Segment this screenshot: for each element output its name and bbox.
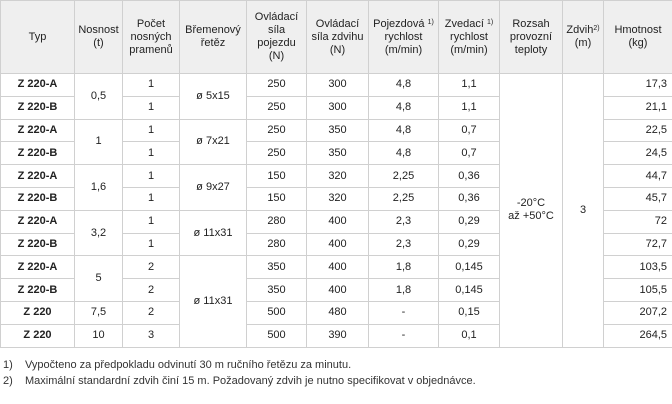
cell-typ: Z 220 bbox=[1, 301, 75, 324]
cell-sila-pojezdu: 500 bbox=[247, 301, 307, 324]
cell-typ: Z 220-B bbox=[1, 96, 75, 119]
cell-sila-pojezdu: 350 bbox=[247, 256, 307, 279]
cell-sila-zdvihu: 350 bbox=[307, 119, 369, 142]
header-sila-pojezdu: Ovládací síla pojezdu (N) bbox=[247, 1, 307, 74]
cell-sila-pojezdu: 150 bbox=[247, 187, 307, 210]
cell-pojezdova-rychlost: 4,8 bbox=[369, 96, 439, 119]
cell-pramenu: 2 bbox=[123, 301, 180, 324]
cell-pramenu: 1 bbox=[123, 119, 180, 142]
cell-zvedaci-rychlost: 0,15 bbox=[439, 301, 500, 324]
cell-pramenu: 2 bbox=[123, 279, 180, 302]
cell-sila-zdvihu: 400 bbox=[307, 210, 369, 233]
cell-zvedaci-rychlost: 0,36 bbox=[439, 187, 500, 210]
cell-hmotnost: 22,5 bbox=[604, 119, 672, 142]
cell-sila-pojezdu: 250 bbox=[247, 119, 307, 142]
cell-hmotnost: 17,3 bbox=[604, 74, 672, 97]
cell-nosnost: 7,5 bbox=[75, 301, 123, 324]
cell-hmotnost: 264,5 bbox=[604, 324, 672, 347]
cell-zvedaci-rychlost: 0,1 bbox=[439, 324, 500, 347]
header-sila-zdvihu: Ovládací síla zdvihu (N) bbox=[307, 1, 369, 74]
cell-pojezdova-rychlost: - bbox=[369, 301, 439, 324]
cell-zvedaci-rychlost: 0,7 bbox=[439, 119, 500, 142]
cell-hmotnost: 24,5 bbox=[604, 142, 672, 165]
footnote-text: Maximální standardní zdvih činí 15 m. Požadovaný zdvih je nutno specifikovat v objednávce. bbox=[25, 374, 476, 387]
header-typ: Typ bbox=[1, 1, 75, 74]
cell-pojezdova-rychlost: 2,25 bbox=[369, 187, 439, 210]
cell-zvedaci-rychlost: 0,145 bbox=[439, 279, 500, 302]
footnotes bbox=[0, 357, 672, 389]
cell-typ: Z 220-A bbox=[1, 74, 75, 97]
cell-pojezdova-rychlost: 2,3 bbox=[369, 210, 439, 233]
header-hmotnost: Hmotnost (kg) bbox=[604, 1, 672, 74]
cell-pojezdova-rychlost: 1,8 bbox=[369, 279, 439, 302]
cell-hmotnost: 72,7 bbox=[604, 233, 672, 256]
cell-zvedaci-rychlost: 1,1 bbox=[439, 74, 500, 97]
cell-sila-zdvihu: 390 bbox=[307, 324, 369, 347]
cell-sila-pojezdu: 280 bbox=[247, 233, 307, 256]
cell-sila-zdvihu: 400 bbox=[307, 233, 369, 256]
cell-nosnost: 5 bbox=[75, 256, 123, 302]
header-pojezdova-rychlost: Pojezdová $^{1)}$ rychlost (m/min) bbox=[369, 1, 439, 74]
cell-retez: ø 9x27 bbox=[180, 165, 247, 211]
cell-zdvih: 3 bbox=[563, 74, 604, 348]
cell-typ: Z 220-B bbox=[1, 233, 75, 256]
cell-pojezdova-rychlost: 2,25 bbox=[369, 165, 439, 188]
cell-pramenu: 1 bbox=[123, 142, 180, 165]
cell-pramenu: 1 bbox=[123, 96, 180, 119]
cell-hmotnost: 21,1 bbox=[604, 96, 672, 119]
cell-zvedaci-rychlost: 0,7 bbox=[439, 142, 500, 165]
cell-typ: Z 220-B bbox=[1, 142, 75, 165]
cell-sila-pojezdu: 500 bbox=[247, 324, 307, 347]
cell-sila-pojezdu: 280 bbox=[247, 210, 307, 233]
cell-nosnost: 0,5 bbox=[75, 74, 123, 120]
footnote-text: Vypočteno za předpokladu odvinutí 30 m ručního řetězu za minutu. bbox=[25, 358, 352, 371]
cell-typ: Z 220 bbox=[1, 324, 75, 347]
cell-pojezdova-rychlost: 4,8 bbox=[369, 119, 439, 142]
cell-retez: ø 7x21 bbox=[180, 119, 247, 165]
cell-sila-zdvihu: 300 bbox=[307, 96, 369, 119]
footnote-mark: 2) bbox=[3, 374, 13, 387]
cell-pojezdova-rychlost: 4,8 bbox=[369, 142, 439, 165]
header-zvedaci-rychlost: Zvedací $^{1)}$ rychlost (m/min) bbox=[439, 1, 500, 74]
cell-hmotnost: 44,7 bbox=[604, 165, 672, 188]
cell-zvedaci-rychlost: 1,1 bbox=[439, 96, 500, 119]
cell-hmotnost: 103,5 bbox=[604, 256, 672, 279]
header-zdvih: Zdvih$^{2)}$ (m) bbox=[563, 1, 604, 74]
cell-pramenu: 1 bbox=[123, 210, 180, 233]
cell-sila-zdvihu: 400 bbox=[307, 256, 369, 279]
cell-sila-pojezdu: 250 bbox=[247, 96, 307, 119]
cell-sila-zdvihu: 300 bbox=[307, 74, 369, 97]
cell-zvedaci-rychlost: 0,36 bbox=[439, 165, 500, 188]
cell-hmotnost: 45,7 bbox=[604, 187, 672, 210]
cell-pojezdova-rychlost: 4,8 bbox=[369, 74, 439, 97]
footnote-mark: 1) bbox=[3, 358, 13, 371]
cell-sila-zdvihu: 480 bbox=[307, 301, 369, 324]
cell-sila-pojezdu: 250 bbox=[247, 142, 307, 165]
cell-pramenu: 1 bbox=[123, 233, 180, 256]
cell-zvedaci-rychlost: 0,145 bbox=[439, 256, 500, 279]
cell-typ: Z 220-B bbox=[1, 279, 75, 302]
cell-nosnost: 10 bbox=[75, 324, 123, 347]
cell-pojezdova-rychlost: 1,8 bbox=[369, 256, 439, 279]
cell-typ: Z 220-A bbox=[1, 210, 75, 233]
cell-pramenu: 1 bbox=[123, 187, 180, 210]
cell-sila-zdvihu: 400 bbox=[307, 279, 369, 302]
cell-pramenu: 2 bbox=[123, 256, 180, 279]
table-row bbox=[1, 74, 672, 97]
cell-sila-zdvihu: 350 bbox=[307, 142, 369, 165]
cell-pramenu: 1 bbox=[123, 165, 180, 188]
cell-typ: Z 220-A bbox=[1, 165, 75, 188]
cell-sila-pojezdu: 150 bbox=[247, 165, 307, 188]
cell-teplota: -20°C až +50°C bbox=[500, 74, 563, 348]
header-teplota: Rozsah provozní teploty bbox=[500, 1, 563, 74]
cell-hmotnost: 207,2 bbox=[604, 301, 672, 324]
cell-hmotnost: 72 bbox=[604, 210, 672, 233]
cell-sila-zdvihu: 320 bbox=[307, 165, 369, 188]
footnote bbox=[0, 373, 672, 389]
cell-typ: Z 220-A bbox=[1, 119, 75, 142]
cell-pramenu: 3 bbox=[123, 324, 180, 347]
header-pramenu: Počet nosných pramenů bbox=[123, 1, 180, 74]
cell-typ: Z 220-A bbox=[1, 256, 75, 279]
cell-pramenu: 1 bbox=[123, 74, 180, 97]
header-row bbox=[1, 1, 672, 74]
header-nosnost: Nosnost (t) bbox=[75, 1, 123, 74]
cell-nosnost: 1 bbox=[75, 119, 123, 165]
cell-sila-zdvihu: 320 bbox=[307, 187, 369, 210]
cell-pojezdova-rychlost: - bbox=[369, 324, 439, 347]
cell-typ: Z 220-B bbox=[1, 187, 75, 210]
cell-retez: ø 11x31 bbox=[180, 210, 247, 256]
cell-nosnost: 1,6 bbox=[75, 165, 123, 211]
cell-retez: ø 11x31 bbox=[180, 256, 247, 347]
header-retez: Břemenový řetěz bbox=[180, 1, 247, 74]
cell-sila-pojezdu: 250 bbox=[247, 74, 307, 97]
cell-zvedaci-rychlost: 0,29 bbox=[439, 210, 500, 233]
cell-hmotnost: 105,5 bbox=[604, 279, 672, 302]
cell-retez: ø 5x15 bbox=[180, 74, 247, 120]
cell-sila-pojezdu: 350 bbox=[247, 279, 307, 302]
cell-pojezdova-rychlost: 2,3 bbox=[369, 233, 439, 256]
cell-nosnost: 3,2 bbox=[75, 210, 123, 256]
footnote bbox=[0, 357, 672, 373]
cell-zvedaci-rychlost: 0,29 bbox=[439, 233, 500, 256]
